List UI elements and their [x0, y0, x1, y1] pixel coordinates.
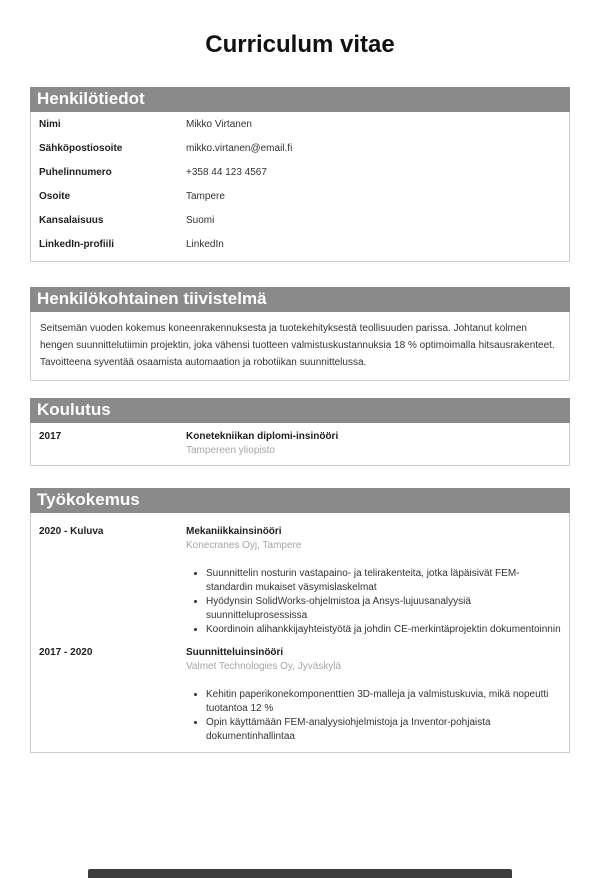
experience-period: 2020 - Kuluva: [39, 526, 104, 537]
info-row-name: [31, 113, 569, 137]
experience-title: Mekaniikkainsinööri: [186, 526, 282, 537]
cv-page: [0, 30, 600, 753]
education-box: [30, 423, 570, 466]
info-row-phone: [31, 161, 569, 185]
experience-bullet-list: [186, 567, 561, 637]
summary-text: Seitsemän vuoden kokemus koneenrakennuksesta ja tuotekehityksestä teollisuuden parissa. Johtanut kolmen hengen suunnittelutiimin projektin, joka vähensi tuotteen valmistuskustannuksia 18 % optimoimalla hitsausrakenteet. Tavoitteena syventää osaamista automaation ja robotiikan suunnittelussa.: [40, 323, 555, 368]
field-value: mikko.virtanen@email.fi: [186, 143, 293, 154]
page-title: Curriculum vitae: [205, 31, 395, 58]
experience-company: Valmet Technologies Oy, Jyväskylä: [186, 661, 342, 672]
experience-box: [30, 513, 570, 753]
experience-bullet-list: [186, 688, 561, 744]
field-label: LinkedIn-profiili: [39, 239, 114, 250]
bullet-item: • Opin käyttämään FEM-analyysiohjelmistoja ja Inventor-pohjaista dokumentinhallintaa: [206, 716, 561, 744]
field-value: Suomi: [186, 215, 215, 226]
field-value: +358 44 123 4567: [186, 167, 267, 178]
field-label: Puhelinnumero: [39, 167, 112, 178]
experience-period: 2017 - 2020: [39, 647, 93, 658]
field-label: Sähköpostiosoite: [39, 143, 123, 154]
bullet-item: • Suunnittelin nosturin vastapaino- ja telirakenteita, jotka läpäisivät FEM-standardin mukaiset väsymislaskelmat: [206, 567, 561, 595]
summary-box: [30, 312, 570, 381]
education-degree: Konetekniikan diplomi-insinööri: [186, 431, 339, 442]
bullet-item: • Kehitin paperikonekomponenttien 3D-malleja ja valmistuskuvia, mikä nopeutti tuotantoa 12 %: [206, 688, 561, 716]
experience-company: Konecranes Oyj, Tampere: [186, 540, 302, 551]
section-header-personal-info: Henkilötiedot: [30, 87, 570, 112]
section-header-education: Koulutus: [30, 398, 570, 423]
section-summary: [30, 287, 570, 381]
experience-entry: [39, 646, 561, 744]
education-period: 2017: [39, 431, 62, 442]
bullet-item: • Hyödynsin SolidWorks-ohjelmistoa ja Ansys-lujuusanalyysiä suunnitteluprosessissa: [206, 595, 561, 623]
education-entry: [39, 430, 561, 458]
info-row-address: [31, 185, 569, 209]
section-experience: [30, 488, 570, 753]
personal-info-table: [30, 112, 570, 262]
education-institution: Tampereen yliopisto: [186, 445, 275, 456]
section-education: [30, 398, 570, 466]
field-label: Osoite: [39, 191, 71, 202]
field-label: Nimi: [39, 119, 61, 130]
info-row-nationality: [31, 209, 569, 233]
section-header-experience: Työkokemus: [30, 488, 570, 513]
bottom-scrollbar[interactable]: [88, 869, 512, 878]
field-value: Mikko Virtanen: [186, 119, 252, 130]
info-row-linkedin: [31, 233, 569, 257]
section-header-summary: Henkilökohtainen tiivistelmä: [30, 287, 570, 312]
linkedin-link[interactable]: LinkedIn: [186, 239, 224, 250]
field-label: Kansalaisuus: [39, 215, 104, 226]
experience-title: Suunnitteluinsinööri: [186, 647, 284, 658]
info-row-email: [31, 137, 569, 161]
section-personal-info: [30, 87, 570, 262]
experience-entry: [39, 525, 561, 637]
field-value: Tampere: [186, 191, 225, 202]
bullet-item: • Koordinoin alihankkijayhteistyötä ja johdin CE-merkintäprojektin dokumentoinnin: [206, 623, 561, 637]
